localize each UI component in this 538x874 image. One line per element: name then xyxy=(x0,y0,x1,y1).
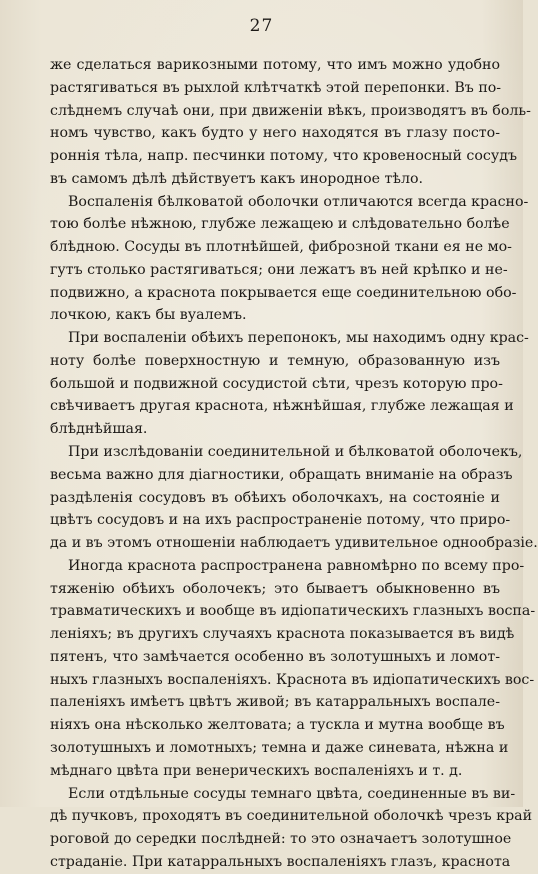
text-line: свѣчиваетъ другая краснота, нѣжнѣйшая, глубже лежащая и xyxy=(50,398,514,415)
text-line: золотушныхъ и ломотныхъ; темна и даже синевата, нѣжна и xyxy=(50,739,509,756)
text-line: тяженію обѣихъ оболочекъ; это бываетъ обыкновенно въ xyxy=(50,580,500,597)
text-line: да и въ этомъ отношеніи наблюдаетъ удивительное однообразіе. xyxy=(50,535,538,552)
text-line: же сделаться варикозными потому, что имъ можно удобно xyxy=(50,57,500,73)
text-line: мѣднаго цвѣта при венерическихъ воспаленіяхъ и т. д. xyxy=(50,762,463,779)
text-line: роннія тѣла, напр. песчинки потому, что кровеносный сосудъ xyxy=(50,148,517,165)
text-line: страданіе. При катарральныхъ воспаленіяхъ глазъ, краснота xyxy=(50,853,511,870)
text-line: номъ чувство, какъ будто у него находятся въ глазу посто- xyxy=(50,125,500,142)
text-line: При воспаленіи обѣихъ перепонокъ, мы находимъ одну крас- xyxy=(68,330,529,347)
text-line: блѣднѣйшая. xyxy=(50,421,148,438)
text-line: роговой до середки послѣдней: то это означаетъ золотушное xyxy=(50,831,512,848)
text-line: Иногда краснота распространена равномѣрно по всему про- xyxy=(68,557,525,574)
text-line: весьма важно для діагностики, обращать вниманіе на образъ xyxy=(50,466,513,483)
text-line: слѣднемъ случаѣ они, при движеніи вѣкъ, производятъ въ боль- xyxy=(50,102,531,119)
text-line: Воспаленія бѣлковатой оболочки отличаются всегда красно- xyxy=(68,193,529,210)
page-number: 27 xyxy=(249,16,274,36)
text-line: При изслѣдованіи соединительной и бѣлковатой оболочекъ, xyxy=(68,444,523,461)
text-line: леніяхъ; въ другихъ случаяхъ краснота показывается въ видѣ xyxy=(50,626,515,643)
text-line: блѣдною. Сосуды въ плотнѣйшей, фиброзной ткани ея не мо- xyxy=(50,239,512,256)
text-line: подвижно, а краснота покрывается еще соединительною обо- xyxy=(50,284,517,301)
text-line: въ самомъ дѣлѣ дѣйствуетъ какъ инородное тѣло. xyxy=(50,170,424,187)
text-line: дѣ пучковъ, проходятъ въ соединительной оболочкѣ чрезъ край xyxy=(50,808,533,825)
text-line: раздѣленія сосудовъ въ обѣихъ оболочкахъ, на состояніе и xyxy=(50,489,500,506)
text-line: паленіяхъ имѣетъ цвѣтъ живой; въ катарральныхъ воспале- xyxy=(50,694,500,711)
text-line: цвѣтъ сосудовъ и на ихъ распространеніе потому, что приро- xyxy=(50,512,511,529)
body-text xyxy=(50,54,538,874)
text-line: лочкою, какъ бы вуалемъ. xyxy=(50,307,247,324)
text-line: ныхъ глазныхъ воспаленіяхъ. Краснота въ идіопатическихъ вос- xyxy=(50,671,535,688)
text-line: Если отдѣльные сосуды темнаго цвѣта, соединенные въ ви- xyxy=(68,785,516,802)
text-line: пятенъ, что замѣчается особенно въ золотушныхъ и ломот- xyxy=(50,648,500,665)
text-line: травматическихъ и вообще въ идіопатическихъ глазныхъ воспа- xyxy=(50,603,536,620)
text-line: растягиваться въ рыхлой клѣтчаткѣ этой перепонки. Въ по- xyxy=(50,79,502,96)
text-line: гутъ столько растягиваться; они лежатъ въ ней крѣпко и не- xyxy=(50,261,508,278)
text-line: ноту болѣе поверхностную и темную, образованную изъ xyxy=(50,352,500,369)
text-line: тою болѣе нѣжною, глубже лежащею и слѣдовательно болѣе xyxy=(50,216,510,233)
text-line: большой и подвижной сосудистой сѣти, чрезъ которую про- xyxy=(50,375,503,392)
text-line: ніяхъ она нѣсколько желтовата; а тускла и мутна вообще въ xyxy=(50,717,505,734)
